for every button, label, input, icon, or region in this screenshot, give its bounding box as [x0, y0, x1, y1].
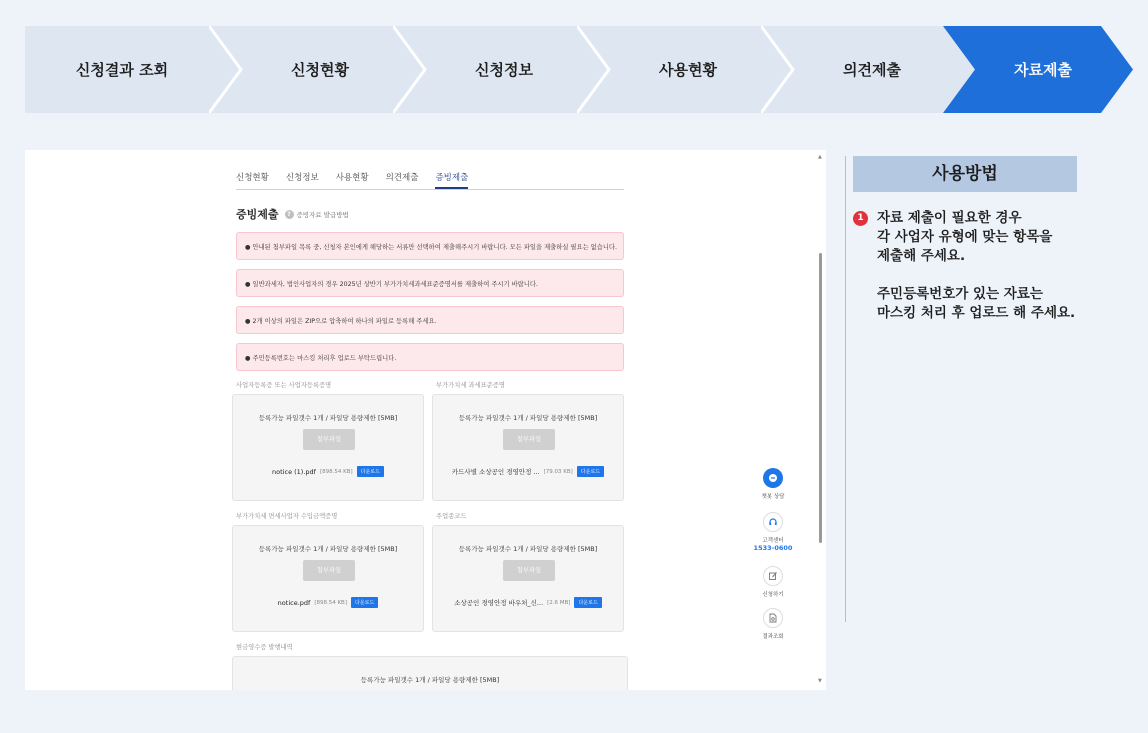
result-label: 결과조회 — [762, 634, 784, 640]
scroll-thumb[interactable] — [819, 253, 822, 543]
document-label: 부가가치세 면세사업자 수입금액증명 — [236, 513, 338, 520]
step-number-badge: 1 — [853, 211, 868, 226]
step-label: 신청결과 조회 — [75, 61, 169, 79]
download-button[interactable]: 다운로드 — [357, 466, 384, 477]
upload-card — [232, 656, 628, 690]
step-document-submission[interactable] — [943, 26, 1133, 113]
help-title: 사용방법 — [853, 156, 1077, 192]
file-size: [79.03 KB] — [543, 468, 573, 475]
document-search-icon — [763, 608, 783, 628]
question-icon: ? — [285, 210, 294, 219]
apply-label: 신청하기 — [762, 592, 784, 598]
panel-divider — [845, 156, 846, 622]
help-line: 마스킹 처리 후 업로드 해 주세요. — [877, 305, 1076, 321]
section-title: 증빙제출 — [236, 208, 279, 221]
chatbot-icon — [763, 468, 783, 488]
file-name: notice (1).pdf — [272, 467, 316, 476]
upload-card — [432, 394, 624, 501]
scroll-down-icon[interactable]: ▼ — [818, 678, 822, 684]
edit-icon — [763, 566, 783, 586]
attach-button[interactable]: 첨부파일 — [303, 560, 355, 581]
scrollbar[interactable] — [815, 150, 826, 690]
file-size: [2.6 MB] — [547, 599, 571, 606]
upload-card — [232, 394, 424, 501]
step-label: 신청정보 — [475, 61, 533, 79]
notice-box: ● 주민등록번호는 마스킹 처리후 업로드 부탁드립니다. — [236, 343, 624, 371]
uploaded-file — [433, 466, 623, 477]
section-header — [236, 206, 349, 222]
document-label: 사업자등록증 또는 사업자등록증명 — [236, 382, 332, 389]
document-label: 현금영수증 발행내역 — [236, 644, 293, 651]
scroll-up-icon[interactable]: ▲ — [818, 154, 822, 160]
upload-limit: 등록가능 파일갯수 1개 / 파일당 용량제한 [5MB] — [258, 545, 398, 553]
help-link[interactable] — [285, 210, 349, 219]
file-size: [898.54 KB] — [314, 599, 347, 606]
download-button[interactable]: 다운로드 — [351, 597, 378, 608]
step-label: 의견제출 — [843, 61, 901, 79]
document-label: 부가가치세 과세표준증명 — [436, 382, 505, 389]
attach-button[interactable]: 첨부파일 — [503, 560, 555, 581]
uploaded-file — [233, 466, 423, 477]
upload-limit: 등록가능 파일갯수 1개 / 파일당 용량제한 [5MB] — [258, 414, 398, 422]
attach-button[interactable]: 첨부파일 — [303, 429, 355, 450]
apply-button[interactable] — [753, 566, 793, 598]
notice-box: ● 일반과세자, 법인사업자의 경우 2025년 상반기 부가가치세과세표준증명서를 제출하여 주시기 바랍니다. — [236, 269, 624, 297]
notice-box: ● 2개 이상의 파일은 ZIP으로 압축하여 하나의 파일로 등록해 주세요. — [236, 306, 624, 334]
help-link-label: 증빙자료 발급방법 — [296, 210, 349, 219]
tab-usage-status[interactable]: 사용현황 — [335, 173, 369, 183]
chatbot-button[interactable] — [753, 468, 793, 500]
file-size: [898.54 KB] — [319, 468, 353, 475]
step-label: 자료제출 — [1014, 61, 1072, 79]
file-name: 카드사별 소상공인 경영안정 ... — [451, 468, 540, 476]
step-navigation — [25, 26, 1133, 113]
help-line — [877, 266, 1075, 285]
tab-opinion[interactable]: 의견제출 — [385, 173, 419, 183]
notice-list — [236, 232, 624, 380]
call-center-button[interactable] — [753, 512, 793, 552]
headset-icon — [763, 512, 783, 532]
chatbot-label: 챗봇 상담 — [761, 494, 785, 500]
download-button[interactable]: 다운로드 — [574, 597, 601, 608]
notice-box: ● 안내된 첨부파일 목록 중, 신청자 본인에게 해당하는 서류만 선택하여 제출해주시기 바랍니다. 모든 파일을 제출하실 필요는 없습니다. — [236, 232, 624, 260]
help-line: 주민등록번호가 있는 자료는 — [877, 286, 1043, 302]
help-line: 각 사업자 유형에 맞는 항목을 — [877, 229, 1053, 245]
upload-card — [232, 525, 424, 632]
step-label: 신청현황 — [291, 61, 349, 79]
uploaded-file — [233, 597, 423, 608]
document-label: 주업종코드 — [436, 513, 467, 520]
download-button[interactable]: 다운로드 — [577, 466, 604, 477]
help-line: 제출해 주세요. — [877, 248, 966, 264]
uploaded-file — [433, 597, 623, 608]
result-button[interactable] — [753, 608, 793, 640]
tab-application-status[interactable]: 신청현황 — [236, 173, 269, 183]
upload-limit: 등록가능 파일갯수 1개 / 파일당 용량제한 [5MB] — [458, 545, 598, 553]
tab-evidence-submission[interactable]: 증빙제출 — [435, 168, 468, 189]
file-name: 소상공인 경영안정 바우처_신... — [454, 599, 544, 607]
upload-limit: 등록가능 파일갯수 1개 / 파일당 용량제한 [5MB] — [360, 676, 500, 684]
attach-button[interactable]: 첨부파일 — [503, 429, 555, 450]
step-label: 사용현황 — [659, 61, 717, 79]
call-center-label: 고객센터 — [762, 538, 784, 544]
upload-card — [432, 525, 624, 632]
help-text — [877, 209, 1075, 323]
tab-application-info[interactable]: 신청정보 — [285, 173, 319, 183]
file-name: notice.pdf — [277, 598, 311, 607]
document-submission-page — [212, 150, 647, 690]
screenshot-panel — [25, 150, 826, 690]
call-center-phone: 1533-0600 — [753, 544, 793, 552]
upload-limit: 등록가능 파일갯수 1개 / 파일당 용량제한 [5MB] — [458, 414, 598, 422]
help-line: 자료 제출이 필요한 경우 — [877, 210, 1022, 226]
tab-bar — [236, 168, 624, 190]
